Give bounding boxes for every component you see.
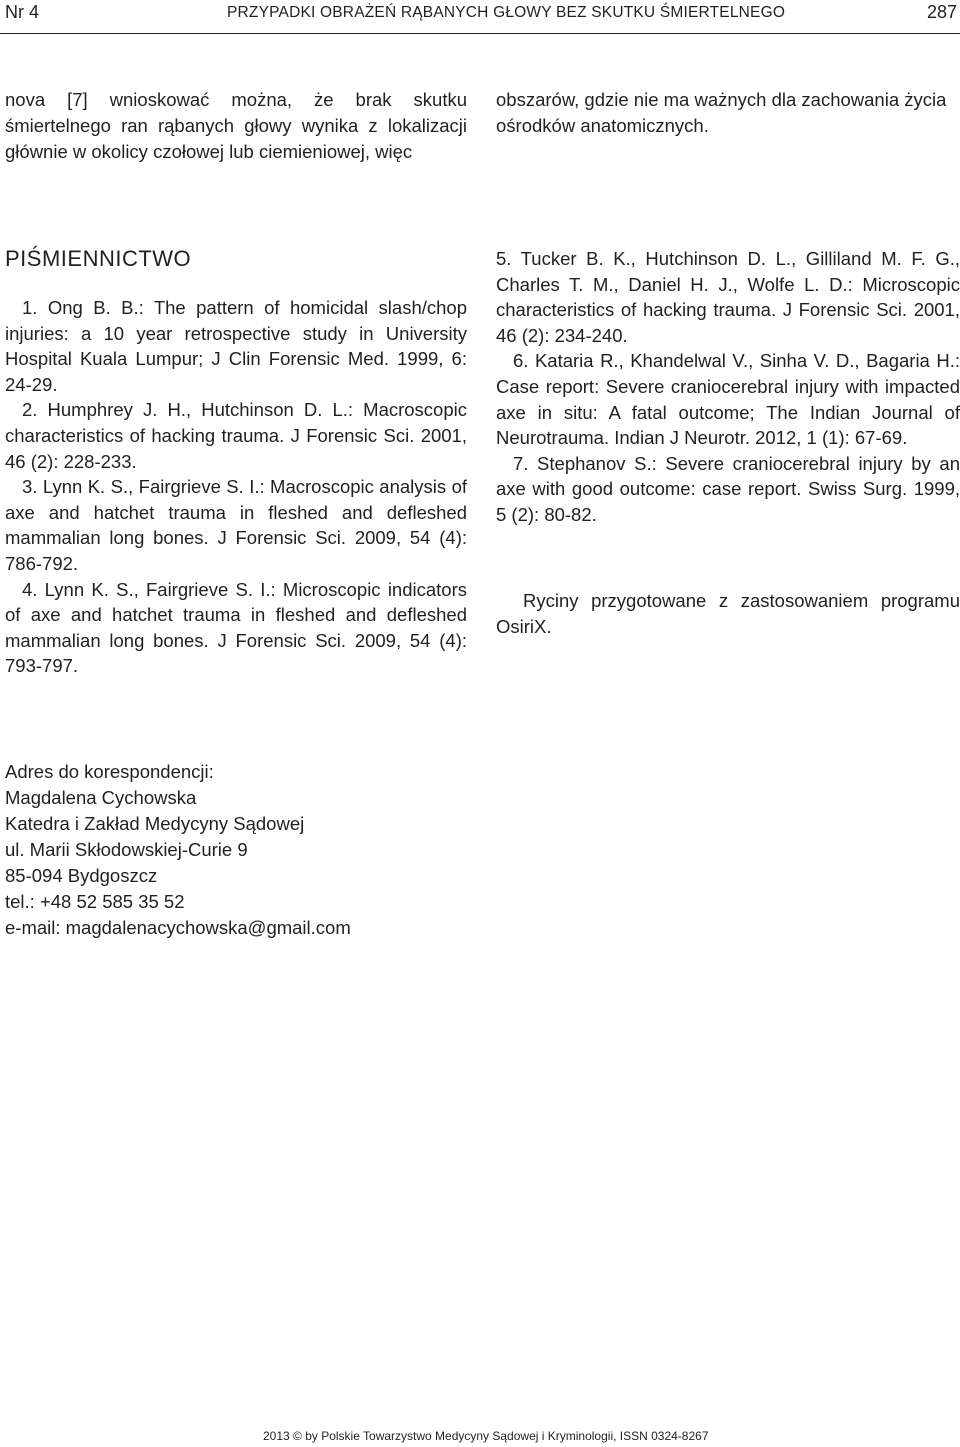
copyright-footer: 2013 © by Polskie Towarzystwo Medycyny Sądowej i Kryminologii, ISSN 0324-8267 bbox=[263, 1429, 709, 1443]
department-name: Katedra i Zakład Medycyny Sądowej bbox=[5, 813, 305, 834]
reference-item: 5. Tucker B. K., Hutchinson D. L., Gilliland M. F. G., Charles T. M., Daniel H. J., Wolfe L. D.: Microscopic characteristics of hacking trauma. J Forensic Sci. 2001, 46 (2): 234-240. bbox=[496, 248, 960, 346]
reference-item: 1. Ong B. B.: The pattern of homicidal slash/chop injuries: a 10 year retrospective study in University Hospital Kuala Lumpur; J Clin Forensic Med. 1999, 6: 24-29. bbox=[5, 297, 467, 395]
figure-note: Ryciny przygotowane z zastosowaniem programu OsiriX. bbox=[496, 590, 960, 637]
header-rule bbox=[0, 33, 960, 34]
correspondence-address bbox=[5, 759, 351, 941]
body-text-right: obszarów, gdzie nie ma ważnych dla zachowania życia ośrodków anatomicznych. bbox=[496, 89, 947, 136]
body-text-left: nova [7] wnioskować można, że brak skutku śmiertelnego ran rąbanych głowy wynika z lokalizacji głównie w okolicy czołowej lub ciemieniowej, więc bbox=[5, 89, 467, 162]
reference-item: 2. Humphrey J. H., Hutchinson D. L.: Macroscopic characteristics of hacking trauma. J Forensic Sci. 2001, 46 (2): 228-233. bbox=[5, 399, 467, 472]
email-address: e-mail: magdalenacychowska@gmail.com bbox=[5, 917, 351, 938]
running-title: PRZYPADKI OBRAŻEŃ RĄBANYCH GŁOWY BEZ SKUTKU ŚMIERTELNEGO bbox=[227, 4, 786, 21]
page-header bbox=[0, 0, 960, 34]
reference-item: 7. Stephanov S.: Severe craniocerebral injury by an axe with good outcome: case report. Swiss Surg. 1999, 5 (2): 80-82. bbox=[496, 452, 960, 525]
reference-item: 3. Lynn K. S., Fairgrieve S. I.: Macroscopic analysis of axe and hatchet trauma in fleshed and defleshed mammalian long bones. J Forensic Sci. 2009, 54 (4): 786-792. bbox=[5, 476, 467, 574]
references-title: PIŚMIENNICTWO bbox=[5, 246, 192, 271]
address-heading: Adres do korespondencji: bbox=[5, 761, 214, 782]
references-left-column bbox=[5, 295, 467, 679]
author-name: Magdalena Cychowska bbox=[5, 787, 197, 808]
street-address: ul. Marii Skłodowskiej-Curie 9 bbox=[5, 839, 248, 860]
city-address: 85-094 Bydgoszcz bbox=[5, 865, 158, 886]
body-left-column bbox=[5, 87, 467, 165]
references-right-column bbox=[496, 246, 960, 528]
page-number: 287 bbox=[926, 2, 957, 22]
phone-number: tel.: +48 52 585 35 52 bbox=[5, 891, 185, 912]
body-right-column bbox=[496, 87, 960, 139]
issue-number: Nr 4 bbox=[5, 2, 40, 22]
reference-item: 6. Kataria R., Khandelwal V., Sinha V. D., Bagaria H.: Case report: Severe craniocerebral injury with impacted axe in situ: A fatal outcome; The Indian Journal of Neurotrauma. Indian J Neurotr. 2012, 1 (1): 67-69. bbox=[496, 350, 960, 449]
reference-item: 4. Lynn K. S., Fairgrieve S. I.: Microscopic indicators of axe and hatchet trauma in fleshed and defleshed mammalian long bones. J Forensic Sci. 2009, 54 (4): 793-797. bbox=[5, 578, 467, 677]
